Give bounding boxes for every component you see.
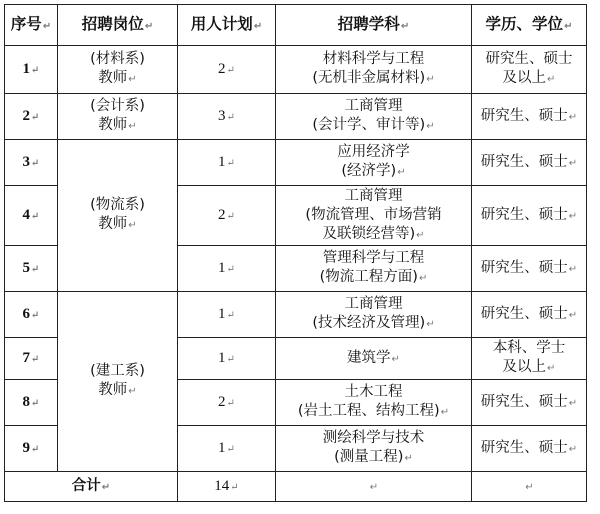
- plan-cell: 1↵: [178, 426, 276, 472]
- degree-cell: 研究生、硕士 及以上↵: [472, 46, 587, 94]
- row-number: 5↵: [5, 246, 58, 292]
- plan-cell: 2↵: [178, 186, 276, 246]
- table-row: [5, 140, 587, 186]
- total-subject-empty: ↵: [276, 472, 472, 502]
- row-number: 4↵: [5, 186, 58, 246]
- degree-cell: 研究生、硕士↵: [472, 186, 587, 246]
- plan-cell: 1↵: [178, 338, 276, 380]
- total-label: 合计↵: [5, 472, 178, 502]
- total-degree-empty: ↵: [472, 472, 587, 502]
- plan-cell: 2↵: [178, 46, 276, 94]
- subject-cell: 工商管理 (会计学、审计等)↵: [276, 94, 472, 140]
- subject-cell: 建筑学↵: [276, 338, 472, 380]
- header-subject: 招聘学科↵: [276, 5, 472, 46]
- plan-cell: 3↵: [178, 94, 276, 140]
- row-number: 2↵: [5, 94, 58, 140]
- post-cell: (物流系) 教师↵: [58, 140, 178, 292]
- subject-cell: 工商管理 (技术经济及管理)↵: [276, 292, 472, 338]
- row-number: 8↵: [5, 380, 58, 426]
- row-number: 3↵: [5, 140, 58, 186]
- subject-cell: 工商管理 (物流管理、市场营销 及联锁经营等)↵: [276, 186, 472, 246]
- subject-cell: 管理科学与工程 (物流工程方面)↵: [276, 246, 472, 292]
- post-cell: (会计系) 教师↵: [58, 94, 178, 140]
- degree-cell: 研究生、硕士↵: [472, 380, 587, 426]
- degree-cell: 研究生、硕士↵: [472, 94, 587, 140]
- header-plan: 用人计划↵: [178, 5, 276, 46]
- subject-cell: 土木工程 (岩土工程、结构工程)↵: [276, 380, 472, 426]
- degree-cell: 研究生、硕士↵: [472, 246, 587, 292]
- degree-cell: 研究生、硕士↵: [472, 292, 587, 338]
- row-number: 9↵: [5, 426, 58, 472]
- recruitment-table: [4, 4, 587, 502]
- degree-cell: 本科、学士 及以上↵: [472, 338, 587, 380]
- row-number: 1↵: [5, 46, 58, 94]
- header-post: 招聘岗位↵: [58, 5, 178, 46]
- post-cell: (建工系) 教师↵: [58, 292, 178, 472]
- plan-cell: 2↵: [178, 380, 276, 426]
- degree-cell: 研究生、硕士↵: [472, 426, 587, 472]
- plan-cell: 1↵: [178, 292, 276, 338]
- header-degree: 学历、学位↵: [472, 5, 587, 46]
- total-row: [5, 472, 587, 502]
- degree-cell: 研究生、硕士↵: [472, 140, 587, 186]
- table-row: [5, 46, 587, 94]
- plan-cell: 1↵: [178, 246, 276, 292]
- table-row: [5, 94, 587, 140]
- header-no: 序号↵: [5, 5, 58, 46]
- subject-cell: 应用经济学 (经济学)↵: [276, 140, 472, 186]
- subject-cell: 材料科学与工程 (无机非金属材料)↵: [276, 46, 472, 94]
- header-row: [5, 5, 587, 46]
- total-plan: 14↵: [178, 472, 276, 502]
- post-cell: (材料系) 教师↵: [58, 46, 178, 94]
- row-number: 7↵: [5, 338, 58, 380]
- table-row: [5, 292, 587, 338]
- row-number: 6↵: [5, 292, 58, 338]
- subject-cell: 测绘科学与技术 (测量工程)↵: [276, 426, 472, 472]
- plan-cell: 1↵: [178, 140, 276, 186]
